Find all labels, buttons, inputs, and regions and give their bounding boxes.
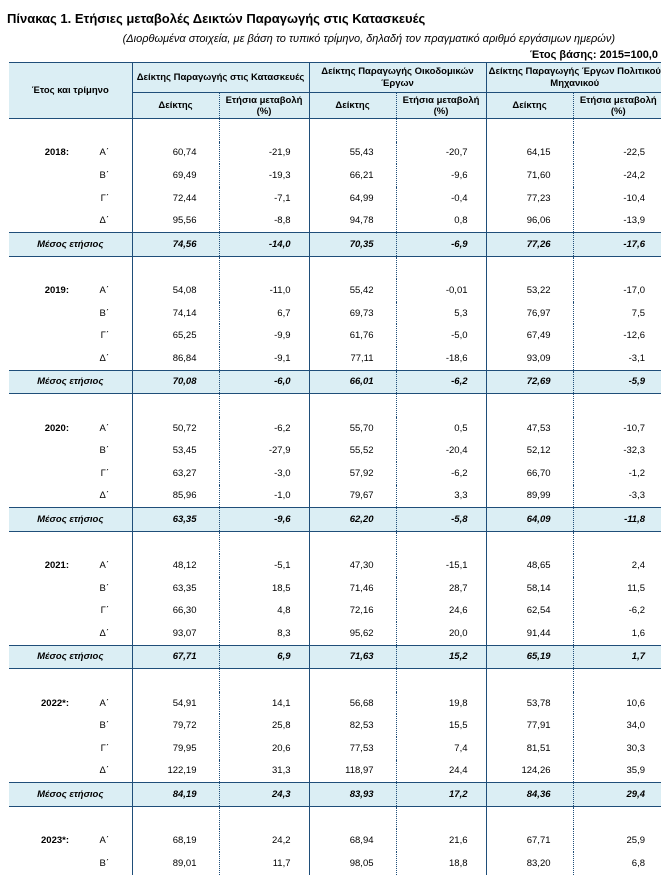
index-cell: 83,20 [486,852,573,875]
table-row [9,417,661,440]
change-cell: -10,4 [573,187,661,210]
average-index-cell: 74,56 [132,232,219,256]
table-row [9,714,661,737]
row-label [9,485,132,508]
quarter-label: Α΄ [99,697,109,709]
average-index-cell: 62,20 [309,508,396,532]
quarter-label: Δ΄ [99,490,109,502]
index-cell: 96,06 [486,209,573,232]
index-cell: 61,76 [309,324,396,347]
year-quarter-header: Έτος και τρίμηνο [9,63,132,119]
index-cell: 64,15 [486,142,573,165]
index-cell: 82,53 [309,714,396,737]
table-row [9,692,661,715]
average-index-cell: 66,01 [309,370,396,394]
table-row [9,462,661,485]
annual-average-label: Μέσος ετήσιος [9,370,132,394]
table-row [9,485,661,508]
row-label [9,439,132,462]
average-change-cell: 15,2 [396,645,486,669]
average-change-cell: 1,7 [573,645,661,669]
change-cell: -27,9 [219,439,309,462]
row-label [9,417,132,440]
quarter-label: Β΄ [99,582,109,594]
index-cell: 54,91 [132,692,219,715]
index-cell: 66,70 [486,462,573,485]
change-cell: 0,8 [396,209,486,232]
average-index-cell: 77,26 [486,232,573,256]
table-row [9,164,661,187]
index-cell: 63,27 [132,462,219,485]
change-cell: 7,4 [396,737,486,760]
quarter-label: Γ΄ [100,330,109,342]
average-change-cell: -6,2 [396,370,486,394]
table-body [9,119,661,875]
group-header-construction: Δείκτης Παραγωγής στις Κατασκευές [132,63,309,93]
table-row [9,622,661,645]
construction-index-table [9,62,661,875]
index-cell: 77,23 [486,187,573,210]
row-label [9,209,132,232]
change-cell: 7,5 [573,302,661,325]
col-header-annual-change: Ετήσια μεταβολή (%) [396,93,486,119]
index-cell: 50,72 [132,417,219,440]
row-label [9,760,132,783]
annual-average-row [9,783,661,807]
year-label: 2023*: [41,835,69,847]
table-row [9,187,661,210]
quarter-label: Β΄ [99,169,109,181]
index-cell: 55,42 [309,279,396,302]
change-cell: -8,8 [219,209,309,232]
change-cell: -1,2 [573,462,661,485]
index-cell: 91,44 [486,622,573,645]
change-cell: -3,3 [573,485,661,508]
index-cell: 55,70 [309,417,396,440]
year-label: 2020: [44,422,69,434]
row-label [9,737,132,760]
spacer-row [9,531,661,554]
index-cell: 53,45 [132,439,219,462]
quarter-label: Α΄ [99,147,109,159]
index-cell: 63,35 [132,577,219,600]
change-cell: -5,1 [219,554,309,577]
quarter-label: Β΄ [99,857,109,869]
annual-average-label: Μέσος ετήσιος [9,783,132,807]
index-cell: 68,94 [309,829,396,852]
table-row [9,279,661,302]
row-label [9,302,132,325]
index-cell: 95,56 [132,209,219,232]
change-cell: 25,9 [573,829,661,852]
index-cell: 94,78 [309,209,396,232]
average-index-cell: 84,36 [486,783,573,807]
index-cell: 93,09 [486,347,573,370]
index-cell: 95,62 [309,622,396,645]
change-cell: 11,5 [573,577,661,600]
change-cell: 14,1 [219,692,309,715]
change-cell: -7,1 [219,187,309,210]
index-cell: 124,26 [486,760,573,783]
table-subtitle: (Διορθωμένα στοιχεία, με βάση το τυπικό τρίμηνο, δηλαδή τον πραγματικό αριθμό εργάσιμων ημερών) [122,33,615,45]
change-cell: -9,1 [219,347,309,370]
index-cell: 66,21 [309,164,396,187]
average-index-cell: 84,19 [132,783,219,807]
table-row [9,577,661,600]
quarter-label: Δ΄ [99,215,109,227]
index-cell: 85,96 [132,485,219,508]
spacer-row [9,394,661,417]
change-cell: -6,2 [573,599,661,622]
annual-average-row [9,508,661,532]
average-change-cell: -6,0 [219,370,309,394]
average-index-cell: 65,19 [486,645,573,669]
change-cell: -12,6 [573,324,661,347]
change-cell: 34,0 [573,714,661,737]
col-header-annual-change: Ετήσια μεταβολή (%) [573,93,661,119]
table-row [9,554,661,577]
change-cell: 5,3 [396,302,486,325]
year-label: 2019: [44,284,69,296]
average-change-cell: 17,2 [396,783,486,807]
table-row [9,599,661,622]
average-change-cell: -9,6 [219,508,309,532]
row-label [9,187,132,210]
change-cell: 25,8 [219,714,309,737]
change-cell: -13,9 [573,209,661,232]
average-change-cell: -14,0 [219,232,309,256]
row-label [9,714,132,737]
change-cell: 19,8 [396,692,486,715]
year-label: 2022*: [41,697,69,709]
annual-average-label: Μέσος ετήσιος [9,508,132,532]
base-year-note: Έτος βάσης: 2015=100,0 [529,49,658,61]
index-cell: 48,12 [132,554,219,577]
annual-average-row [9,645,661,669]
quarter-label: Δ΄ [99,352,109,364]
annual-average-row [9,370,661,394]
index-cell: 98,05 [309,852,396,875]
quarter-label: Γ΄ [100,605,109,617]
change-cell: -9,9 [219,324,309,347]
change-cell: -19,3 [219,164,309,187]
change-cell: 6,8 [573,852,661,875]
index-cell: 77,91 [486,714,573,737]
row-label [9,347,132,370]
change-cell: 18,8 [396,852,486,875]
index-cell: 74,14 [132,302,219,325]
change-cell: 28,7 [396,577,486,600]
change-cell: -22,5 [573,142,661,165]
table-title: Πίνακας 1. Ετήσιες μεταβολές Δεικτών Παραγωγής στις Κατασκευές [7,11,426,26]
index-cell: 89,99 [486,485,573,508]
year-label: 2021: [44,560,69,572]
quarter-label: Γ΄ [100,742,109,754]
row-label [9,692,132,715]
change-cell: 18,5 [219,577,309,600]
change-cell: 24,6 [396,599,486,622]
change-cell: -6,2 [219,417,309,440]
index-cell: 72,44 [132,187,219,210]
change-cell: -1,0 [219,485,309,508]
change-cell: 21,6 [396,829,486,852]
change-cell: 15,5 [396,714,486,737]
index-cell: 86,84 [132,347,219,370]
change-cell: 20,0 [396,622,486,645]
index-cell: 79,67 [309,485,396,508]
index-cell: 52,12 [486,439,573,462]
table-row [9,142,661,165]
change-cell: 2,4 [573,554,661,577]
index-cell: 79,95 [132,737,219,760]
change-cell: 10,6 [573,692,661,715]
col-header-index: Δείκτης [309,93,396,119]
index-cell: 66,30 [132,599,219,622]
change-cell: -0,01 [396,279,486,302]
row-label [9,462,132,485]
index-cell: 58,14 [486,577,573,600]
table-row [9,209,661,232]
quarter-label: Γ΄ [100,467,109,479]
row-label [9,622,132,645]
index-cell: 79,72 [132,714,219,737]
average-change-cell: -5,8 [396,508,486,532]
index-cell: 93,07 [132,622,219,645]
change-cell: -9,6 [396,164,486,187]
row-label [9,324,132,347]
change-cell: -3,1 [573,347,661,370]
average-index-cell: 70,35 [309,232,396,256]
change-cell: 35,9 [573,760,661,783]
average-index-cell: 63,35 [132,508,219,532]
index-cell: 56,68 [309,692,396,715]
index-cell: 77,53 [309,737,396,760]
spacer-row [9,669,661,692]
average-index-cell: 71,63 [309,645,396,669]
table-row [9,302,661,325]
average-change-cell: -5,9 [573,370,661,394]
index-cell: 89,01 [132,852,219,875]
index-cell: 68,19 [132,829,219,852]
row-label [9,577,132,600]
change-cell: -20,4 [396,439,486,462]
index-cell: 60,74 [132,142,219,165]
quarter-label: Β΄ [99,445,109,457]
spacer-row [9,256,661,279]
index-cell: 76,97 [486,302,573,325]
quarter-label: Γ΄ [100,192,109,204]
change-cell: -20,7 [396,142,486,165]
quarter-label: Α΄ [99,560,109,572]
average-index-cell: 72,69 [486,370,573,394]
col-header-annual-change: Ετήσια μεταβολή (%) [219,93,309,119]
index-cell: 64,99 [309,187,396,210]
change-cell: -21,9 [219,142,309,165]
index-cell: 71,60 [486,164,573,187]
table-row [9,347,661,370]
index-cell: 71,46 [309,577,396,600]
spacer-row [9,806,661,829]
table-row [9,737,661,760]
index-cell: 62,54 [486,599,573,622]
change-cell: 30,3 [573,737,661,760]
quarter-label: Β΄ [99,720,109,732]
index-cell: 69,49 [132,164,219,187]
change-cell: -6,2 [396,462,486,485]
index-cell: 48,65 [486,554,573,577]
change-cell: 11,7 [219,852,309,875]
average-change-cell: -17,6 [573,232,661,256]
change-cell: -11,0 [219,279,309,302]
index-cell: 67,49 [486,324,573,347]
annual-average-label: Μέσος ετήσιος [9,645,132,669]
change-cell: 1,6 [573,622,661,645]
row-label [9,599,132,622]
group-header-building: Δείκτης Παραγωγής Οικοδομικών Έργων [309,63,486,93]
index-cell: 57,92 [309,462,396,485]
average-change-cell: 6,9 [219,645,309,669]
index-cell: 55,52 [309,439,396,462]
index-cell: 55,43 [309,142,396,165]
change-cell: -32,3 [573,439,661,462]
quarter-label: Α΄ [99,422,109,434]
quarter-label: Α΄ [99,284,109,296]
index-cell: 72,16 [309,599,396,622]
change-cell: -10,7 [573,417,661,440]
index-cell: 122,19 [132,760,219,783]
change-cell: -18,6 [396,347,486,370]
index-cell: 81,51 [486,737,573,760]
change-cell: 0,5 [396,417,486,440]
change-cell: 31,3 [219,760,309,783]
index-cell: 53,78 [486,692,573,715]
quarter-label: Β΄ [99,307,109,319]
change-cell: -0,4 [396,187,486,210]
change-cell: 20,6 [219,737,309,760]
average-change-cell: -11,8 [573,508,661,532]
change-cell: -24,2 [573,164,661,187]
annual-average-row [9,232,661,256]
average-change-cell: -6,9 [396,232,486,256]
average-index-cell: 67,71 [132,645,219,669]
col-header-index: Δείκτης [486,93,573,119]
change-cell: 8,3 [219,622,309,645]
change-cell: -17,0 [573,279,661,302]
average-index-cell: 70,08 [132,370,219,394]
row-label [9,852,132,875]
change-cell: 24,4 [396,760,486,783]
table-row [9,852,661,875]
table-row [9,760,661,783]
index-cell: 118,97 [309,760,396,783]
index-cell: 47,53 [486,417,573,440]
row-label [9,554,132,577]
index-cell: 54,08 [132,279,219,302]
quarter-label: Α΄ [99,835,109,847]
change-cell: -15,1 [396,554,486,577]
year-label: 2018: [44,147,69,159]
spacer-row [9,119,661,142]
index-cell: 69,73 [309,302,396,325]
row-label [9,279,132,302]
index-cell: 53,22 [486,279,573,302]
quarter-label: Δ΄ [99,627,109,639]
average-change-cell: 29,4 [573,783,661,807]
change-cell: 3,3 [396,485,486,508]
change-cell: -5,0 [396,324,486,347]
change-cell: 4,8 [219,599,309,622]
group-header-civil-engineering: Δείκτης Παραγωγής Έργων Πολιτικού Μηχανικού [486,63,661,93]
average-index-cell: 83,93 [309,783,396,807]
quarter-label: Δ΄ [99,765,109,777]
table-row [9,439,661,462]
index-cell: 67,71 [486,829,573,852]
index-cell: 65,25 [132,324,219,347]
annual-average-label: Μέσος ετήσιος [9,232,132,256]
row-label [9,164,132,187]
average-change-cell: 24,3 [219,783,309,807]
row-label [9,142,132,165]
table-row [9,324,661,347]
index-cell: 77,11 [309,347,396,370]
col-header-index: Δείκτης [132,93,219,119]
average-index-cell: 64,09 [486,508,573,532]
index-cell: 47,30 [309,554,396,577]
change-cell: 24,2 [219,829,309,852]
change-cell: -3,0 [219,462,309,485]
change-cell: 6,7 [219,302,309,325]
